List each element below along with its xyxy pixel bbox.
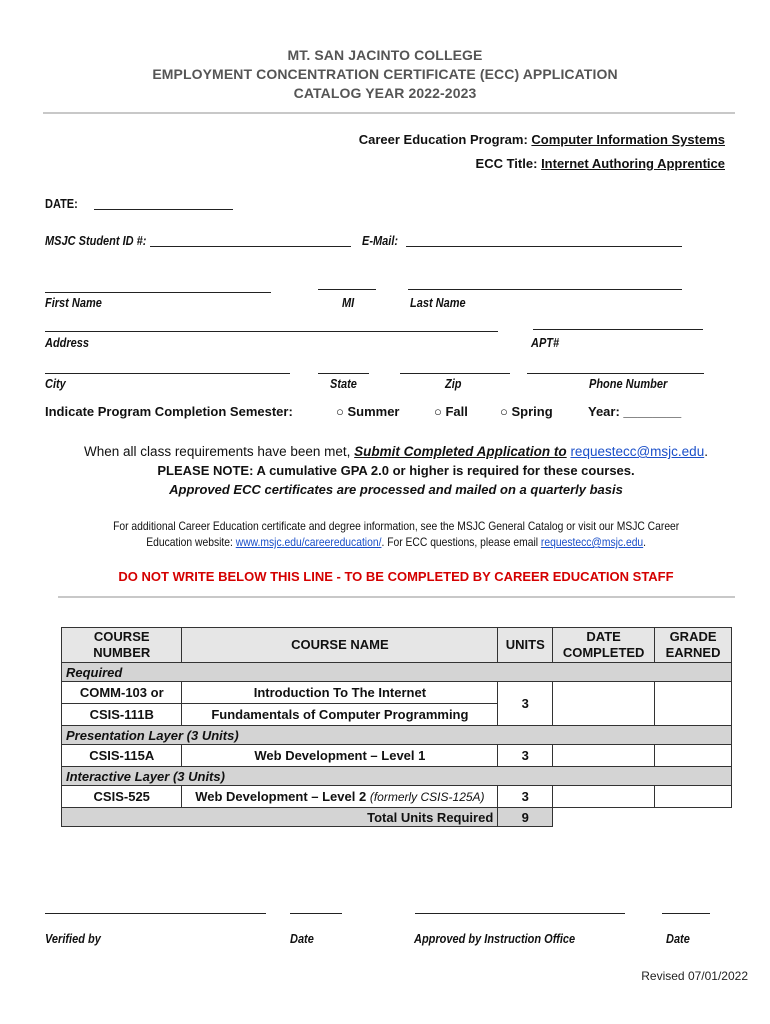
table-row [62,786,732,808]
zip-field[interactable] [400,373,510,374]
section-required [62,663,732,682]
verified-by-field[interactable] [45,913,266,914]
email-field[interactable] [406,246,682,247]
website-link[interactable]: www.msjc.edu/careereducation/ [235,535,382,549]
last-name-field[interactable] [408,289,682,290]
course-units: 3 [498,682,553,726]
grade-earned-cell[interactable] [655,745,732,767]
course-number: CSIS-115A [62,745,182,767]
gpa-note: PLEASE NOTE: A cumulative GPA 2.0 or higher is required for these courses. [157,463,635,478]
col-grade [655,628,732,663]
date1-label: Date [290,932,314,946]
staff-divider [58,596,735,598]
header-divider [43,112,735,114]
col-date-completed [553,628,655,663]
form-title: EMPLOYMENT CONCENTRATION CERTIFICATE (ECC) APPLICATION [152,66,618,82]
staff-notice: DO NOT WRITE BELOW THIS LINE - TO BE COMPLETED BY CAREER EDUCATION STAFF [118,569,674,584]
email-label: E-Mail: [362,234,399,248]
program-label: Career Education Program: [358,132,528,147]
program-value: Computer Information Systems [531,132,725,147]
col-grade-line2: EARNED [665,645,721,660]
city-label: City [45,377,66,391]
zip-label: Zip [445,377,462,391]
date-completed-cell[interactable] [553,786,655,808]
first-name-field[interactable] [45,292,271,293]
col-grade-line1: GRADE [669,629,717,644]
city-field[interactable] [45,373,290,374]
state-label: State [330,377,357,391]
student-id-label: MSJC Student ID #: [45,234,147,248]
date-completed-cell[interactable] [553,745,655,767]
course-number: COMM-103 or [62,682,182,704]
course-name [182,786,498,808]
approved-by-field[interactable] [415,913,625,914]
table-row [62,682,732,704]
col-course-number-line1: COURSE [93,629,150,644]
date1-field[interactable] [290,913,342,914]
total-units: 9 [498,808,553,827]
mi-label: MI [342,296,355,310]
verified-by-label: Verified by [45,932,101,946]
course-name-text: Web Development – Level 2 [195,789,367,804]
ecc-title-value: Internet Authoring Apprentice [541,156,725,171]
date-completed-cell[interactable] [553,682,655,726]
col-course-number [62,628,182,663]
instructions-suffix: . [704,444,708,459]
info-website-prefix: Education website: [146,535,236,549]
date-field[interactable] [94,209,233,210]
phone-label: Phone Number [589,377,668,391]
table-header-row [62,628,732,663]
section-presentation-label: Presentation Layer (3 Units) [62,726,732,745]
course-units: 3 [498,745,553,767]
phone-field[interactable] [527,373,704,374]
semester-label: Indicate Program Completion Semester: [45,404,293,419]
date-label: DATE: [45,197,78,211]
info-block [0,518,770,550]
section-required-label: Required [62,663,732,682]
col-course-number-line2: NUMBER [93,645,151,660]
table-row [62,745,732,767]
col-date-completed-line2: COMPLETED [562,645,645,660]
section-interactive-label: Interactive Layer (3 Units) [62,767,732,786]
course-table [61,627,732,827]
address-field[interactable] [45,331,498,332]
course-units: 3 [498,786,553,808]
semester-fall-radio[interactable]: ○ Fall [434,404,468,419]
apt-field[interactable] [533,329,703,330]
semester-spring-radio[interactable]: ○ Spring [500,404,553,419]
revised-date: Revised 07/01/2022 [641,969,748,983]
info-suffix: . [643,535,646,549]
grade-earned-cell[interactable] [655,786,732,808]
college-name: MT. SAN JACINTO COLLEGE [287,47,483,63]
total-blank [553,808,732,827]
student-id-field[interactable] [150,246,351,247]
state-field[interactable] [318,373,369,374]
submit-emphasis: Submit Completed Application to [354,444,567,459]
instructions-line1 [0,444,770,459]
catalog-year: CATALOG YEAR 2022-2023 [293,85,477,101]
date2-label: Date [666,932,690,946]
course-name: Fundamentals of Computer Programming [182,704,498,726]
course-note: (formerly CSIS-125A) [369,790,485,804]
info-line2 [113,534,679,550]
col-course-name: COURSE NAME [182,628,498,663]
total-label: Total Units Required [62,808,498,827]
grade-earned-cell[interactable] [655,682,732,726]
total-row [62,808,732,827]
col-date-completed-line1: DATE [586,629,621,644]
course-name: Web Development – Level 1 [182,745,498,767]
mi-field[interactable] [318,289,376,290]
request-email-link[interactable]: requestecc@msjc.edu [570,444,705,459]
course-number: CSIS-525 [62,786,182,808]
col-units: UNITS [498,628,553,663]
ecc-title-line [476,156,725,171]
section-presentation [62,726,732,745]
instructions-prefix: When all class requirements have been met, [84,444,355,459]
course-number: CSIS-111B [62,704,182,726]
section-interactive [62,767,732,786]
semester-summer-radio[interactable]: ○ Summer [336,404,400,419]
program-line [359,132,725,147]
course-name: Introduction To The Internet [182,682,498,704]
approved-by-label: Approved by Instruction Office [414,932,576,946]
apt-label: APT# [531,336,560,350]
address-label: Address [45,336,90,350]
first-name-label: First Name [45,296,102,310]
info-line1: For additional Career Education certificate and degree information, see the MSJC General Catalog or visit our MSJC Career [112,519,680,533]
processing-note: Approved ECC certificates are processed and mailed on a quarterly basis [169,482,623,497]
year-field[interactable]: Year: ________ [588,404,682,419]
ecc-title-label: ECC Title: [475,156,538,171]
info-email-link[interactable]: requestecc@msjc.edu [540,535,644,549]
info-mid: . For ECC questions, please email [381,535,541,549]
date2-field[interactable] [662,913,710,914]
last-name-label: Last Name [410,296,466,310]
